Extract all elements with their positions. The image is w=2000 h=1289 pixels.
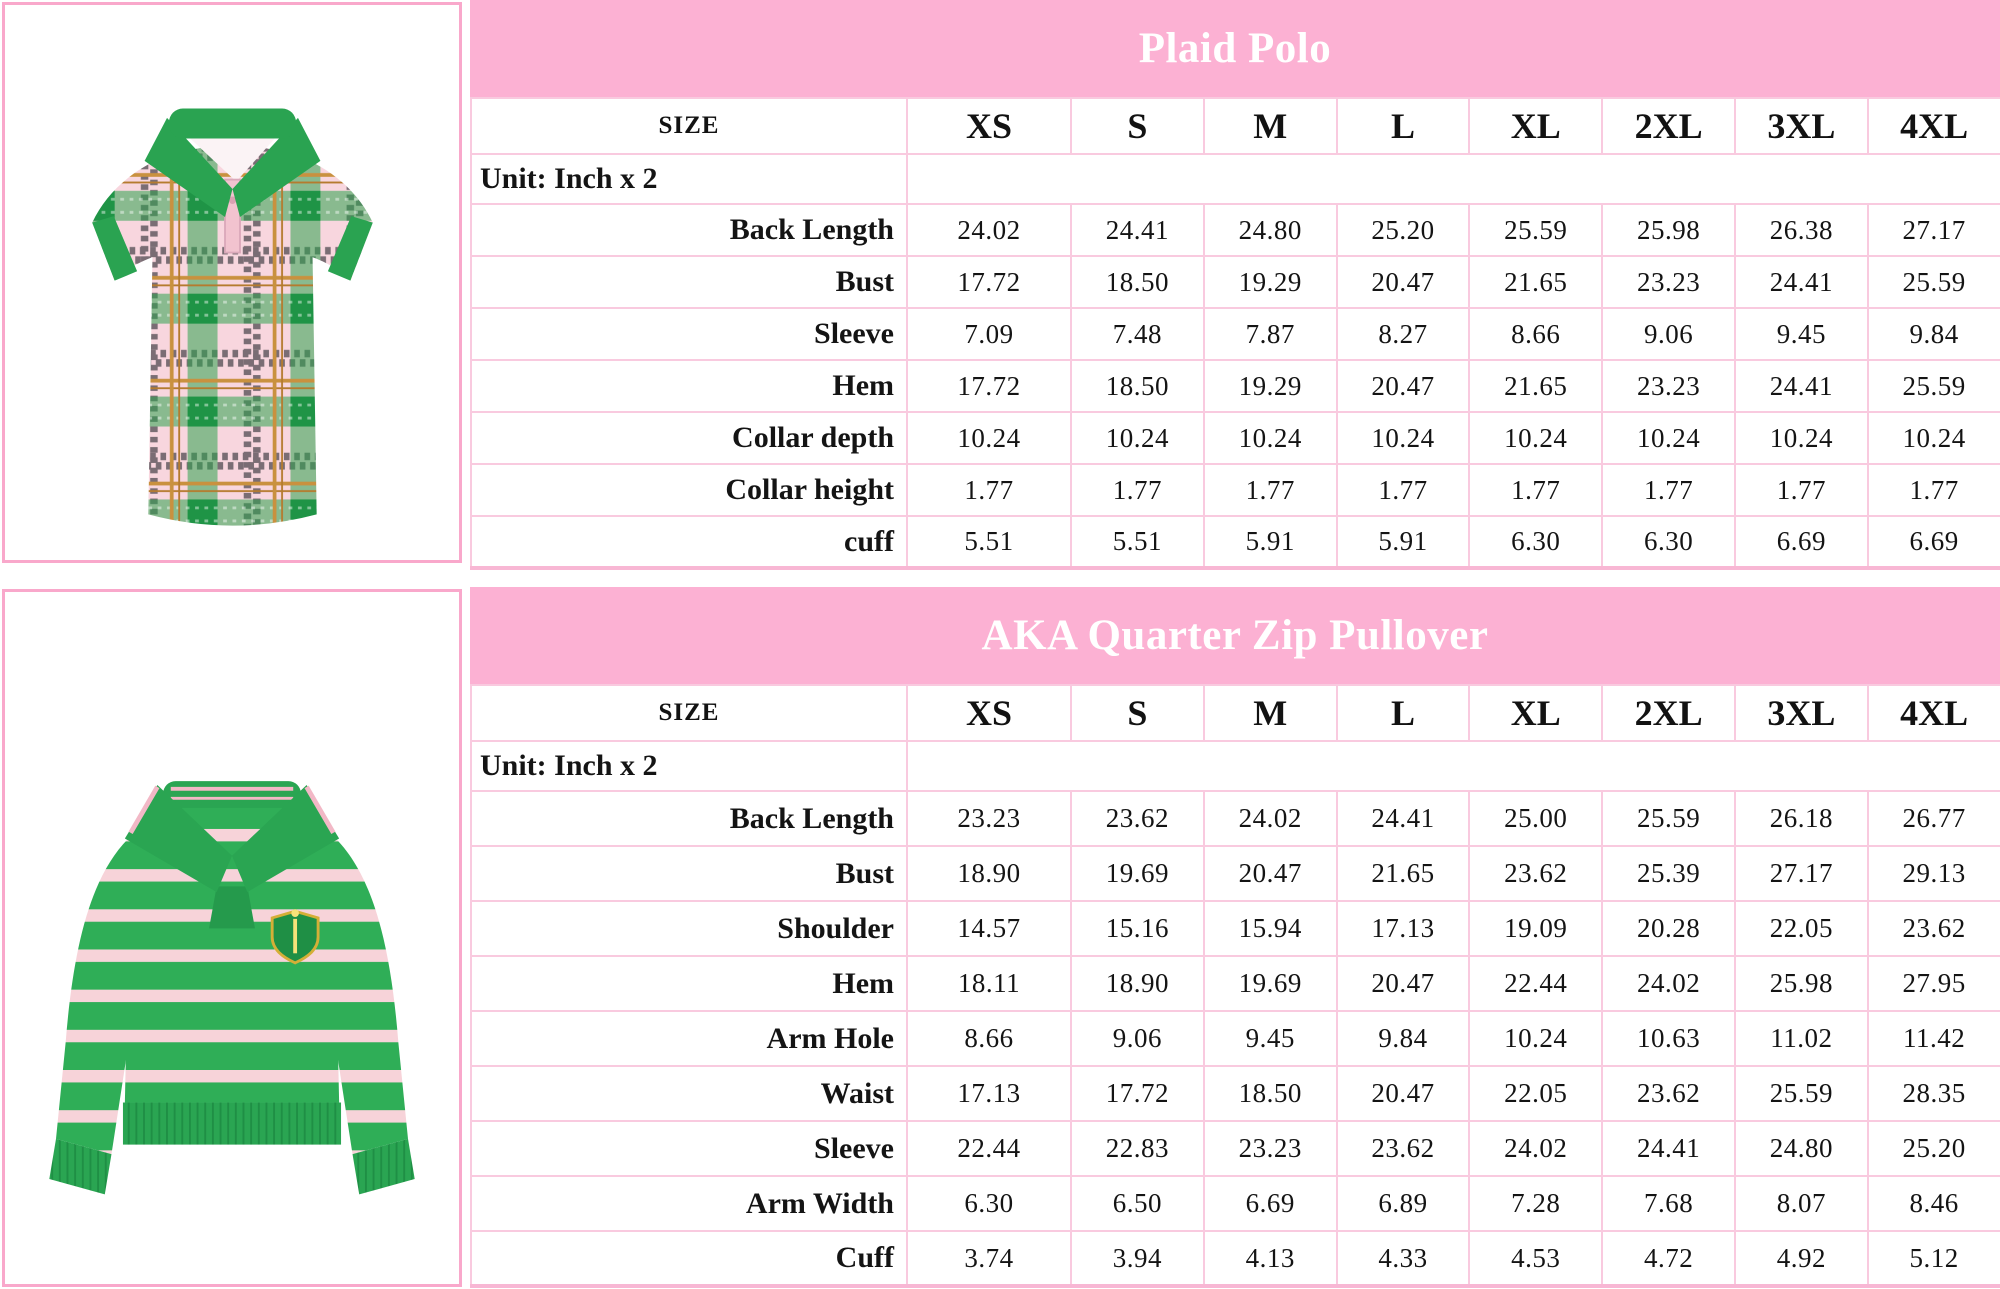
measurement-value: 14.57 (907, 901, 1071, 956)
measurement-value: 24.41 (1337, 791, 1470, 846)
measurement-value: 22.05 (1469, 1066, 1602, 1121)
measurement-value: 19.29 (1204, 256, 1337, 308)
measurement-value: 6.89 (1337, 1176, 1470, 1231)
measurement-value: 26.38 (1735, 204, 1868, 256)
measurement-row (471, 1066, 2000, 1121)
measurement-value: 27.17 (1735, 846, 1868, 901)
measurement-value: 17.13 (907, 1066, 1071, 1121)
unit-row (471, 741, 2000, 791)
measurement-row (471, 901, 2000, 956)
measurement-value: 18.50 (1204, 1066, 1337, 1121)
measurement-value: 15.94 (1204, 901, 1337, 956)
measurement-value: 28.35 (1868, 1066, 2000, 1121)
measurement-value: 20.47 (1337, 956, 1470, 1011)
measurement-value: 23.23 (1204, 1121, 1337, 1176)
measurement-value: 24.02 (907, 204, 1071, 256)
measurement-value: 25.59 (1868, 360, 2000, 412)
measurement-value: 8.27 (1337, 308, 1470, 360)
measurement-value: 19.09 (1469, 901, 1602, 956)
measurement-value: 10.24 (1469, 1011, 1602, 1066)
measurement-value: 21.65 (1469, 360, 1602, 412)
measurement-value: 6.69 (1735, 516, 1868, 568)
measurement-value: 25.59 (1868, 256, 2000, 308)
measurement-value: 9.84 (1868, 308, 2000, 360)
measurement-value: 1.77 (907, 464, 1071, 516)
measurement-value: 1.77 (1204, 464, 1337, 516)
aka-quarter-zip-pullover-size-chart (470, 587, 2000, 1288)
unit-row-spacer (907, 741, 2000, 791)
measurement-label: Arm Width (471, 1176, 907, 1231)
measurement-label: Sleeve (471, 1121, 907, 1176)
unit-row (471, 154, 2000, 204)
measurement-value: 6.30 (1602, 516, 1735, 568)
measurement-row (471, 1231, 2000, 1286)
measurement-value: 1.77 (1469, 464, 1602, 516)
measurement-value: 24.02 (1204, 791, 1337, 846)
measurement-value: 24.02 (1469, 1121, 1602, 1176)
measurement-label: Cuff (471, 1231, 907, 1286)
measurement-value: 29.13 (1868, 846, 2000, 901)
measurement-value: 25.59 (1469, 204, 1602, 256)
measurement-value: 17.13 (1337, 901, 1470, 956)
measurement-value: 8.46 (1868, 1176, 2000, 1231)
measurement-value: 6.30 (907, 1176, 1071, 1231)
measurement-label: cuff (471, 516, 907, 568)
measurement-row (471, 412, 2000, 464)
measurement-value: 7.48 (1071, 308, 1204, 360)
measurement-label: Hem (471, 956, 907, 1011)
measurement-value: 20.28 (1602, 901, 1735, 956)
measurement-value: 1.77 (1735, 464, 1868, 516)
measurement-row (471, 956, 2000, 1011)
measurement-value: 25.39 (1602, 846, 1735, 901)
measurement-value: 1.77 (1602, 464, 1735, 516)
measurement-value: 20.47 (1204, 846, 1337, 901)
size-column-header: XS (907, 98, 1071, 154)
unit-label: Unit: Inch x 2 (471, 154, 907, 204)
measurement-value: 1.77 (1337, 464, 1470, 516)
measurement-label: Collar height (471, 464, 907, 516)
measurement-value: 10.24 (1204, 412, 1337, 464)
measurement-value: 24.80 (1204, 204, 1337, 256)
measurement-value: 9.06 (1071, 1011, 1204, 1066)
plaid-polo-section (0, 0, 2000, 567)
size-header-label: SIZE (471, 685, 907, 741)
measurement-value: 7.87 (1204, 308, 1337, 360)
size-column-header: 3XL (1735, 98, 1868, 154)
measurement-value: 23.62 (1469, 846, 1602, 901)
size-column-header: M (1204, 685, 1337, 741)
measurement-value: 3.94 (1071, 1231, 1204, 1286)
size-column-header: 4XL (1868, 685, 2000, 741)
measurement-value: 23.23 (1602, 360, 1735, 412)
measurement-value: 9.45 (1735, 308, 1868, 360)
measurement-value: 25.59 (1735, 1066, 1868, 1121)
measurement-label: Waist (471, 1066, 907, 1121)
measurement-row (471, 1176, 2000, 1231)
size-column-header: XS (907, 685, 1071, 741)
measurement-value: 10.63 (1602, 1011, 1735, 1066)
plaid-polo-photo (2, 2, 462, 563)
measurement-value: 10.24 (1602, 412, 1735, 464)
measurement-value: 5.12 (1868, 1231, 2000, 1286)
measurement-label: Back Length (471, 204, 907, 256)
measurement-value: 8.66 (1469, 308, 1602, 360)
measurement-value: 7.28 (1469, 1176, 1602, 1231)
measurement-value: 4.33 (1337, 1231, 1470, 1286)
size-column-header: 2XL (1602, 98, 1735, 154)
measurement-value: 15.16 (1071, 901, 1204, 956)
table-title: Plaid Polo (1138, 25, 1332, 72)
measurement-value: 18.50 (1071, 256, 1204, 308)
measurement-value: 24.41 (1735, 360, 1868, 412)
aka-quarter-zip-pullover-photo (2, 589, 462, 1287)
measurement-value: 20.47 (1337, 256, 1470, 308)
size-column-header: L (1337, 98, 1470, 154)
measurement-value: 5.91 (1204, 516, 1337, 568)
size-header-row (471, 685, 2000, 741)
aka-quarter-zip-pullover-image (12, 638, 452, 1238)
measurement-label: Arm Hole (471, 1011, 907, 1066)
measurement-value: 18.90 (907, 846, 1071, 901)
measurement-value: 10.24 (907, 412, 1071, 464)
measurement-value: 11.42 (1868, 1011, 2000, 1066)
measurement-row (471, 1011, 2000, 1066)
measurement-value: 8.07 (1735, 1176, 1868, 1231)
measurement-value: 20.47 (1337, 360, 1470, 412)
measurement-value: 23.62 (1071, 791, 1204, 846)
measurement-value: 23.23 (1602, 256, 1735, 308)
measurement-value: 3.74 (907, 1231, 1071, 1286)
plaid-polo-size-chart (470, 0, 2000, 570)
measurement-value: 9.84 (1337, 1011, 1470, 1066)
table-title: AKA Quarter Zip Pullover (981, 612, 1489, 659)
measurement-value: 4.53 (1469, 1231, 1602, 1286)
measurement-row (471, 464, 2000, 516)
measurement-value: 17.72 (907, 360, 1071, 412)
plaid-polo-image (25, 30, 440, 535)
measurement-label: Back Length (471, 791, 907, 846)
table-title-band (470, 587, 2000, 684)
measurement-row (471, 360, 2000, 412)
measurement-value: 10.24 (1868, 412, 2000, 464)
measurement-row (471, 256, 2000, 308)
measurement-label: Sleeve (471, 308, 907, 360)
measurement-value: 6.69 (1868, 516, 2000, 568)
measurement-label: Bust (471, 846, 907, 901)
measurement-value: 26.18 (1735, 791, 1868, 846)
measurement-value: 24.02 (1602, 956, 1735, 1011)
measurement-value: 5.51 (907, 516, 1071, 568)
size-column-header: L (1337, 685, 1470, 741)
measurement-row (471, 791, 2000, 846)
size-column-header: 2XL (1602, 685, 1735, 741)
size-column-header: 4XL (1868, 98, 2000, 154)
measurement-row (471, 1121, 2000, 1176)
measurement-value: 24.41 (1071, 204, 1204, 256)
measurement-value: 17.72 (907, 256, 1071, 308)
measurement-value: 24.80 (1735, 1121, 1868, 1176)
measurement-label: Collar depth (471, 412, 907, 464)
measurement-value: 27.17 (1868, 204, 2000, 256)
measurement-row (471, 516, 2000, 568)
measurement-value: 4.13 (1204, 1231, 1337, 1286)
measurement-value: 18.11 (907, 956, 1071, 1011)
measurement-value: 24.41 (1735, 256, 1868, 308)
aka-quarter-zip-pullover-section (0, 587, 2000, 1289)
measurement-label: Shoulder (471, 901, 907, 956)
measurement-value: 23.23 (907, 791, 1071, 846)
measurement-value: 11.02 (1735, 1011, 1868, 1066)
measurement-value: 9.45 (1204, 1011, 1337, 1066)
measurement-value: 5.91 (1337, 516, 1470, 568)
measurement-label: Hem (471, 360, 907, 412)
measurement-value: 6.69 (1204, 1176, 1337, 1231)
measurement-label: Bust (471, 256, 907, 308)
measurement-value: 10.24 (1071, 412, 1204, 464)
measurement-value: 22.05 (1735, 901, 1868, 956)
measurement-value: 6.30 (1469, 516, 1602, 568)
measurement-value: 1.77 (1868, 464, 2000, 516)
table-title-band (470, 0, 2000, 97)
measurement-value: 20.47 (1337, 1066, 1470, 1121)
size-column-header: XL (1469, 685, 1602, 741)
size-column-header: 3XL (1735, 685, 1868, 741)
measurement-value: 21.65 (1337, 846, 1470, 901)
measurement-value: 7.68 (1602, 1176, 1735, 1231)
measurement-value: 4.92 (1735, 1231, 1868, 1286)
measurement-value: 10.24 (1337, 412, 1470, 464)
size-header-label: SIZE (471, 98, 907, 154)
measurement-value: 25.98 (1735, 956, 1868, 1011)
measurement-value: 25.20 (1337, 204, 1470, 256)
measurement-value: 7.09 (907, 308, 1071, 360)
measurement-value: 22.44 (1469, 956, 1602, 1011)
measurement-value: 25.20 (1868, 1121, 2000, 1176)
measurement-value: 18.90 (1071, 956, 1204, 1011)
measurement-value: 26.77 (1868, 791, 2000, 846)
size-table-grid (470, 97, 2000, 570)
measurement-value: 23.62 (1602, 1066, 1735, 1121)
measurement-value: 19.69 (1071, 846, 1204, 901)
measurement-value: 23.62 (1337, 1121, 1470, 1176)
measurement-value: 21.65 (1469, 256, 1602, 308)
measurement-value: 4.72 (1602, 1231, 1735, 1286)
unit-label: Unit: Inch x 2 (471, 741, 907, 791)
size-column-header: S (1071, 98, 1204, 154)
measurement-row (471, 204, 2000, 256)
measurement-value: 27.95 (1868, 956, 2000, 1011)
size-header-row (471, 98, 2000, 154)
measurement-value: 19.29 (1204, 360, 1337, 412)
measurement-value: 25.59 (1602, 791, 1735, 846)
measurement-value: 17.72 (1071, 1066, 1204, 1121)
size-column-header: S (1071, 685, 1204, 741)
measurement-value: 25.00 (1469, 791, 1602, 846)
measurement-value: 22.44 (907, 1121, 1071, 1176)
measurement-row (471, 846, 2000, 901)
measurement-value: 5.51 (1071, 516, 1204, 568)
measurement-value: 24.41 (1602, 1121, 1735, 1176)
measurement-value: 22.83 (1071, 1121, 1204, 1176)
measurement-value: 1.77 (1071, 464, 1204, 516)
measurement-value: 9.06 (1602, 308, 1735, 360)
size-table-grid (470, 684, 2000, 1288)
measurement-value: 23.62 (1868, 901, 2000, 956)
measurement-value: 10.24 (1469, 412, 1602, 464)
measurement-value: 10.24 (1735, 412, 1868, 464)
measurement-value: 19.69 (1204, 956, 1337, 1011)
measurement-value: 25.98 (1602, 204, 1735, 256)
measurement-value: 18.50 (1071, 360, 1204, 412)
size-column-header: XL (1469, 98, 1602, 154)
unit-row-spacer (907, 154, 2000, 204)
measurement-row (471, 308, 2000, 360)
measurement-value: 6.50 (1071, 1176, 1204, 1231)
size-column-header: M (1204, 98, 1337, 154)
measurement-value: 8.66 (907, 1011, 1071, 1066)
